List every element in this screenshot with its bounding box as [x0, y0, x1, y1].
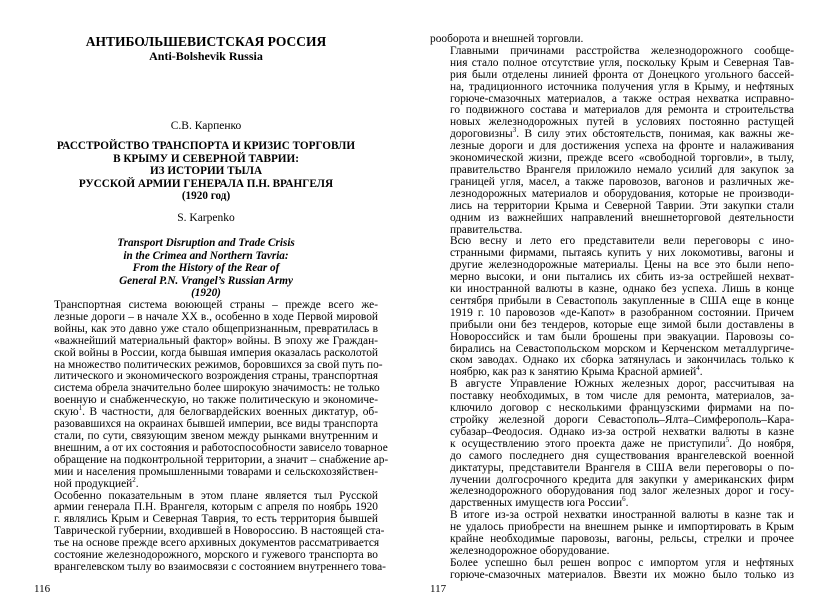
- article-title-ru: [34, 140, 378, 203]
- text-line: лись на территории Крыма и Северной Таврии. Эти закупки стали: [450, 199, 794, 212]
- text-line: армии генерала П.Н. Врангеля, которым с апреля по ноябрь 1920: [54, 501, 378, 514]
- footnote-ref[interactable]: 5: [725, 436, 730, 445]
- text-line-composite: дарственных имуществ юга России$^6$.: [450, 495, 629, 510]
- author-ru: С.В. Карпенко: [170, 120, 242, 132]
- paragraph: [430, 46, 794, 237]
- text-fragment: . До ноября,: [729, 437, 794, 450]
- text-line: внешним, а от их состояния и работоспособности зависело товарное: [54, 441, 388, 454]
- text-line: ключило договор с несколькими французскими фирмами на по-: [450, 402, 794, 415]
- text-line: В августе Управление Южных железных дорог, рассчитывая на: [450, 378, 794, 391]
- text-line: разовавшихся на окраинах бывшей империи, все виды транспорта: [54, 418, 378, 431]
- footnote-ref[interactable]: 1: [78, 404, 83, 413]
- text-fragment: дарственных имуществ юга России: [450, 497, 623, 510]
- journal-subtitle: Anti-Bolshevik Russia: [149, 49, 263, 63]
- text-line: горюче-смазочных материалов. Ввезти их можно было только из: [450, 568, 794, 581]
- text-line: лезные дороги – в начале XX в., особенно в ходе Первой мировой: [54, 310, 378, 323]
- text-line: поставку необходимых, в том числе для ремонта, материалов, за-: [450, 390, 794, 403]
- text-line: г. являлись Крым и Северная Таврия, то есть территория бывшей: [54, 513, 378, 526]
- text-line: тье на основе прежде всего архивных документов рассматривается: [54, 537, 380, 550]
- footnote-ref[interactable]: 2: [132, 475, 136, 484]
- text-line: система обрела значительно более широкую значимость: не только: [54, 382, 380, 395]
- text-fragment: скую: [54, 406, 79, 419]
- page-number: 117: [430, 583, 447, 595]
- title-en-line: (1920): [191, 287, 221, 300]
- text-line: «важнейший материальный фактор» войны. В эпоху же Граждан-: [54, 334, 378, 347]
- text-line: ки иностранной валюты в казне, однако без успеха. Лишь в конце: [450, 283, 794, 296]
- left-body-text: [34, 299, 389, 574]
- text-line: литического и экономического возрождения страны, транспортная: [54, 370, 378, 383]
- paragraph: [430, 558, 794, 582]
- text-line: на множество политических режимов, боровшихся за свой путь по-: [54, 358, 383, 371]
- text-line: мерно высоки, и они пытались их сбить из-за острейшей нехват-: [450, 271, 794, 284]
- text-line: странными фирмами, пытаясь купить у них локомотивы, вагоны и: [450, 247, 794, 260]
- text-line: рооборота и внешней торговли.: [430, 33, 584, 45]
- right-page: [410, 0, 820, 609]
- paragraph: [430, 236, 794, 379]
- title-en-line: Transport Disruption and Trade Crisis: [117, 237, 295, 249]
- text-line: одним из важнейших направлений внешнеторговой деятельности: [450, 211, 794, 224]
- text-fragment: ной продукцией: [54, 477, 133, 490]
- text-line: го подвижного состава и материалов для ремонта и строительства: [450, 104, 794, 117]
- text-line: мии и населения промышленными товарами и сельскохозяйствен-: [54, 465, 378, 478]
- text-line: обращение на подконтрольной территории, а значит – снабжение ар-: [54, 453, 389, 466]
- text-fragment: дороговизны: [450, 128, 513, 141]
- text-line: лезные дороги и для достижения успеха на фронте и налаживания: [450, 140, 794, 153]
- text-line: бирались на Севастопольском морском и Керченском металлургиче-: [450, 342, 794, 355]
- author-en: S. Karpenko: [177, 212, 235, 224]
- title-en-line: General P.N. Vrangel’s Russian Army: [119, 274, 293, 287]
- title-ru-line: (1920 год): [181, 190, 231, 203]
- text-line: 1919 г. 10 паровозов «де-Капот» в разобранном состоянии. Причем: [450, 306, 794, 319]
- text-line: границей угля, масел, а также паровозов, вагонов и различных же-: [450, 175, 794, 188]
- text-line: диктатуры, представители Врангеля в США вели переговоры о по-: [450, 461, 794, 474]
- text-line: Главными причинами расстройства железнодорожного сообще-: [450, 44, 794, 57]
- text-line: крайне необходимые паровозы, вагоны, рельсы, стрелки и прочее: [450, 533, 794, 546]
- text-line: состояние железнодорожного, морского и гужевого транспорта во: [54, 549, 378, 562]
- text-line: не удалось приобрести на внешнем рынке и импортировать в Крым: [450, 521, 794, 534]
- text-line: правительства.: [450, 223, 523, 236]
- text-line: новых железнодорожных путей в условиях постоянно растущей: [450, 116, 794, 129]
- paragraph: [430, 379, 794, 510]
- text-fragment: В частности, для белогвардейских военных диктатур, об-: [89, 406, 378, 419]
- text-fragment: ноябрю, как раз к занятию Крыма Красной армией: [450, 366, 697, 379]
- text-line: Всю весну и лето его представители вели переговоры с ино-: [450, 235, 794, 248]
- journal-title: АНТИБОЛЬШЕВИСТСКАЯ РОССИЯ: [85, 34, 327, 49]
- text-line: сентября прибыли в Севастополь закупленные в США еще в конце: [450, 294, 794, 307]
- title-en-line: From the History of the Rear of: [132, 262, 280, 275]
- text-line-composite: ноябрю, как раз к занятию Крыма Красной армией$^4$.: [450, 364, 703, 379]
- text-line: Новороссийск и там были брошены при эвакуации. Паровозы со-: [450, 330, 794, 343]
- text-line-composite: ной продукцией$^2$.: [54, 475, 139, 490]
- paragraph: [34, 489, 386, 574]
- title-ru-line: РАССТРОЙСТВО ТРАНСПОРТА И КРИЗИС ТОРГОВЛИ: [56, 140, 356, 152]
- footnote-ref[interactable]: 6: [622, 495, 626, 504]
- paragraph: [34, 299, 389, 491]
- text-line: лучении долгосрочного кредита для закупки у американских фирм: [450, 473, 794, 486]
- text-line: до самого последнего дня существования врангелевской военной: [450, 449, 794, 462]
- title-en-line: in the Crimea and Northern Tavria:: [123, 249, 289, 262]
- article-title-en: [34, 237, 378, 300]
- text-line: субазар–Феодосия. Однако из-за острой нехватки валюты в казне: [450, 425, 794, 438]
- text-line: прибыли они без тендеров, которые еще зимой были доставлены в: [450, 318, 794, 331]
- text-line: горюче-смазочных материалов, а также острая нехватка исправно-: [450, 92, 794, 105]
- text-line: лезнодорожных материалов и оборудования, которые не производи-: [450, 187, 794, 200]
- text-line: Таврической губернии, входившей в Новороссию. В настоящей ста-: [54, 525, 385, 538]
- title-ru-line: ИЗ ИСТОРИИ ТЫЛА: [149, 165, 263, 178]
- text-line: Более успешно был решен вопрос с импортом угля и нефтяных: [450, 556, 794, 569]
- text-line: ской войны в России, когда бывшая империя оказалась расколотой: [54, 346, 378, 359]
- text-line: рия были отделены линией фронта от Донецкого угольного бассей-: [450, 68, 794, 81]
- text-line: на, традиционного источника получения угля в Крыму, и нефтяных: [450, 80, 794, 93]
- text-line: В итоге из-за острой нехватки иностранной валюты в казне так и: [450, 509, 794, 522]
- text-line: войны, как это давно уже стало общепризнанным, превратилась в: [54, 322, 378, 335]
- footnote-ref[interactable]: 3: [512, 126, 517, 135]
- text-line: Особенно показательным в этом плане является тыл Русской: [54, 489, 378, 502]
- text-line-composite: [430, 436, 794, 451]
- title-ru-line: В КРЫМУ И СЕВЕРНОЙ ТАВРИИ:: [113, 152, 299, 165]
- text-line: стройку железной дороги Севастополь–Ялта–Симферополь–Кара-: [450, 414, 794, 426]
- text-line: военную и снабженческую, но также политическую и экономиче-: [54, 394, 378, 407]
- text-line: правительство Врангеля приложило немало усилий для закупок за: [450, 163, 794, 176]
- text-line: экономической жизни, прежде всего «свободной торговли», в тылу,: [450, 152, 794, 165]
- text-line: ния стало полное отсутствие угля, поскольку Крым и Северная Тав-: [450, 56, 794, 69]
- footnote-ref[interactable]: 4: [696, 364, 700, 373]
- title-ru-line: РУССКОЙ АРМИИ ГЕНЕРАЛА П.Н. ВРАНГЕЛЯ: [78, 177, 334, 190]
- text-line: ском заводах. Однако их сборка затянулась и закончилась только к: [450, 354, 794, 367]
- text-line: железнодорожного оборудования под залог железных дорог и госу-: [450, 485, 794, 498]
- text-line: железнодорожное оборудование.: [450, 544, 610, 557]
- text-line: другие железнодорожные материалы. Цены на все это были непо-: [450, 259, 794, 272]
- right-body-text: [430, 34, 794, 582]
- text-line: врангелевском тылу во взаимосвязи с состоянием внутреннего това-: [54, 560, 386, 573]
- text-line-composite: скую$^1$. В частности, для белогвардейских военных диктатур, об-: [54, 404, 378, 419]
- text-fragment: к осуществлению этого проекта даже не приступили: [450, 437, 726, 450]
- text-fragment: . В силу этих обстоятельств, понимая, как важны же-: [516, 128, 794, 141]
- text-line: стали, по сути, связующим звеном между рынками внутренним и: [54, 429, 378, 442]
- paragraph: [430, 510, 794, 558]
- page-number: 116: [34, 583, 51, 595]
- text-line: Транспортная система воюющей страны – прежде всего же-: [54, 299, 378, 311]
